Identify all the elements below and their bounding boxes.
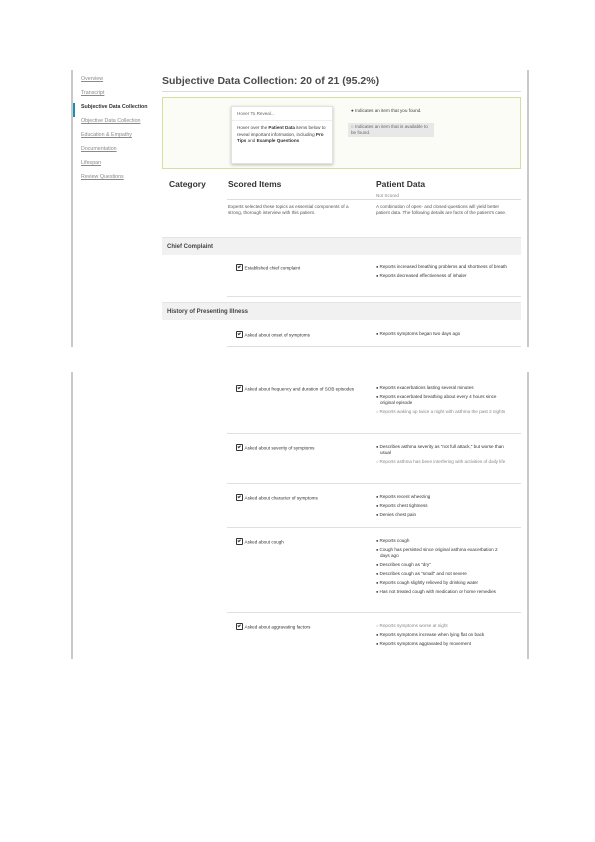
scored-item: Asked about frequency and duration of SOB episodes <box>236 385 361 393</box>
category-chief-complaint: Chief Complaint <box>162 237 521 255</box>
scored-item: Asked about severity of symptoms <box>236 444 361 452</box>
patient-fact-not-found[interactable]: ○ Reports asthma has been interfering with activities of daily life <box>376 459 508 465</box>
scored-item: Asked about onset of symptoms <box>236 331 361 339</box>
patient-fact[interactable]: ● Describes cough as "small" and not severe <box>376 571 508 577</box>
patient-fact[interactable]: ● Describes cough as "dry" <box>376 562 508 568</box>
checkbox-checked-icon <box>236 385 243 392</box>
nav-item-review-questions[interactable]: Review Questions <box>81 174 124 180</box>
patient-fact[interactable]: ● Reports exacerbations lasting several minutes <box>376 385 508 391</box>
legend-found-item: ● Indicates an item that you found. <box>351 108 422 113</box>
patient-facts-list <box>376 444 508 468</box>
column-header-category: Category <box>169 179 206 189</box>
patient-fact[interactable]: ● Has not treated cough with medication or home remedies <box>376 589 508 595</box>
title-divider <box>162 91 521 92</box>
patient-fact[interactable]: ● Reports decreased effectiveness of inhaler <box>376 273 508 279</box>
column-header-scored-items: Scored Items <box>228 179 282 189</box>
patient-fact[interactable]: ● Cough has persisted since original asthma exacerbation 2 days ago <box>376 547 508 560</box>
checkbox-checked-icon <box>236 444 243 451</box>
sidebar-nav <box>81 75 157 187</box>
column-header-patient-data: Patient Data <box>376 179 426 189</box>
checkbox-checked-icon <box>236 331 243 338</box>
row-divider <box>227 296 521 297</box>
checkbox-checked-icon <box>236 264 243 271</box>
checkbox-checked-icon <box>236 494 243 501</box>
patient-fact[interactable]: ● Reports recent wheezing <box>376 494 508 500</box>
nav-item-subjective-data-collection[interactable]: Subjective Data Collection <box>73 103 157 117</box>
hover-tip-title: Hover To Reveal... <box>237 111 275 116</box>
checkbox-checked-icon <box>236 623 243 630</box>
patient-data-description: A combination of open- and closed-questions will yield better patient data. The following details are facts of the patient's case. <box>376 204 507 216</box>
row-divider <box>227 483 521 484</box>
page-panel-2 <box>71 372 529 659</box>
hover-tip-body: Hover over the Patient Data items below to reveal important information, including Pro Tips and Example Questions <box>237 125 326 144</box>
patient-fact[interactable]: ● Reports symptoms began two days ago <box>376 331 508 337</box>
legend-notfound-item: ○ Indicates an item that is available to be found. <box>348 123 434 137</box>
patient-facts-list <box>376 494 508 521</box>
patient-fact[interactable]: ● Describes asthma severity as "not full attack," but worse than usual <box>376 444 508 457</box>
patient-facts-list <box>376 385 508 418</box>
scored-item: Asked about cough <box>236 538 361 546</box>
scored-item: Asked about character of symptoms <box>236 494 361 502</box>
scored-item: Established chief complaint <box>236 264 361 272</box>
patient-fact[interactable]: ● Reports increased breathing problems and shortness of breath <box>376 264 508 270</box>
hover-tip-divider <box>232 120 332 121</box>
hollow-dot-icon: ○ <box>351 124 354 129</box>
nav-item-education-empathy[interactable]: Education & Empathy <box>81 132 132 138</box>
patient-fact[interactable]: ● Reports chest tightness <box>376 503 508 509</box>
patient-fact[interactable]: ● Reports cough <box>376 538 508 544</box>
nav-item-objective-data-collection[interactable]: Objective Data Collection <box>81 118 141 124</box>
patient-facts-list <box>376 331 508 340</box>
patient-fact[interactable]: ● Reports symptoms aggravated by movement <box>376 641 508 647</box>
header-divider <box>227 199 521 200</box>
category-history-presenting-illness: History of Presenting Illness <box>162 302 521 320</box>
scored-item: Asked about aggravating factors <box>236 623 361 631</box>
hover-tip-card <box>231 106 333 164</box>
patient-fact[interactable]: ● Reports cough slightly relieved by drinking water <box>376 580 508 586</box>
page-panel-1 <box>71 70 529 347</box>
row-divider <box>227 527 521 528</box>
row-divider <box>227 433 521 434</box>
patient-fact-not-found[interactable]: ○ Reports symptoms worse at night <box>376 623 508 629</box>
patient-fact[interactable]: ● Reports exacerbated breathing about every 4 hours since original episode <box>376 394 508 407</box>
row-divider <box>227 612 521 613</box>
checkbox-checked-icon <box>236 538 243 545</box>
row-divider <box>227 346 521 347</box>
nav-item-documentation[interactable]: Documentation <box>81 146 117 152</box>
patient-facts-list <box>376 264 508 282</box>
patient-facts-list <box>376 623 508 650</box>
patient-facts-list <box>376 538 508 598</box>
nav-item-transcript[interactable]: Transcript <box>81 90 105 96</box>
nav-item-overview[interactable]: Overview <box>81 76 104 82</box>
filled-dot-icon: ● <box>351 108 354 113</box>
scored-items-description: Experts selected these topics as essential components of a strong, thorough interview with this patient. <box>228 204 349 216</box>
page-title: Subjective Data Collection: 20 of 21 (95.2%) <box>162 75 380 87</box>
patient-fact[interactable]: ● Reports symptoms increase when lying flat on back <box>376 632 508 638</box>
not-scored-label: Not Scored <box>376 193 399 198</box>
patient-fact[interactable]: ● Denies chest pain <box>376 512 508 518</box>
legend-box <box>162 97 521 169</box>
nav-item-lifespan[interactable]: Lifespan <box>81 160 102 166</box>
patient-fact-not-found[interactable]: ○ Reports waking up twice a night with asthma the past 2 nights <box>376 409 508 415</box>
